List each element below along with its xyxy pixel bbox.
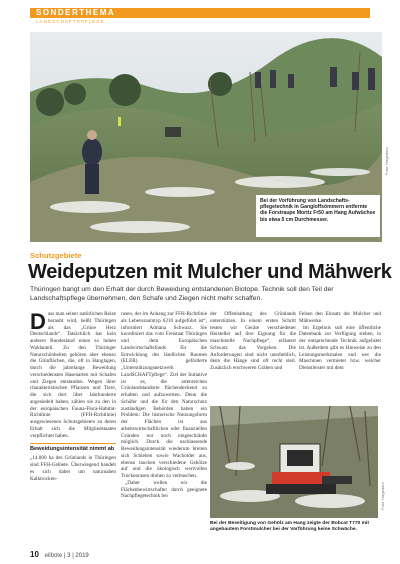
article-paragraph: Im Ergebnis soll eine öffentliche Datenbank zur Verfügung stehen, in der entsprechende Technik aufgelistet ist. Außerdem gibt es Hinweise zu den Leistungsmerkmalen und wer die Maschinen vermietet bzw. welcher Dienstleister mit dem	[299, 324, 381, 371]
article-kicker: Schutzgebiete	[30, 251, 82, 260]
article-paragraph: „Daher wollen wir die Flächenbewirtschafter durch geeignete Nachpflegetechnik bei	[121, 479, 207, 500]
issue-number: 3	[67, 553, 71, 559]
bottom-photo-credit: Foto: Hagedorn	[380, 482, 385, 510]
article-paragraph: Dass man seiner natürlichen Reize beraubt wird, heißt Thüringen als das „Grüne Herz Deutschlands“. Tatsächlich hat kein anderes Bundesland einen so hohen Waldanteil. Zu den Thüringer Naturschönheiten gehören aber ebenso die Grünflächen, die, oft in Hanglagen, durch die jahrelange Beweidung verschiedensten Hasenarten mit Schafen und Ziegen entstanden. Wegen ihrer charakteristischen Pflanzen und Tiere, die sich dort über Jahrhunderte angesiedelt haben, zählen sie zu den in der europäischen Fauna-Flora-Habitat-Richtlinie (FFH-Richtlinie) ausgewiesenen Schutzgebieten zu deren Erhalt sich die Mitgliedstaaten verpflichtet haben.	[30, 309, 116, 439]
article-paragraph: der Offenhaltung des Grünlands unterstützen. In einem ersten Schritt testen wir Geräte verschiedener Hersteller auf ihre Eignung für die maschinelle Nachpflege“, erläutert Schwarz das Vorgehen. Die Anforderungen sind nicht unerheblich, denn die Hänge sind oft recht steil. Zusätzlich erschweren Gräben und	[210, 311, 296, 371]
section-title: SONDERTHEMA	[36, 8, 116, 17]
article-headline: Weideputzen mit Mulcher und Mähwerk	[28, 261, 392, 283]
bobcat-mulcher-image	[210, 406, 378, 518]
article-column-1	[30, 311, 116, 482]
page-number: 10	[30, 550, 39, 559]
article-deck: Thüringen bangt um den Erhalt der durch Beweidung entstandenen Biotope. Technik soll den Teil der Landschaftspflege übernehmen, den Schafe und Ziegen nicht mehr schaffen.	[30, 286, 334, 302]
article-subhead: Beweidungsintensität nimmt ab	[30, 443, 116, 453]
article-paragraph: rasen, der im Anhang zur FFH-Richtlinie als Lebensraumtyp 6210 aufgeführt ist“, informiert Adriana Schwarz. Sie koordiniert das vom Freistaat Thüringen und dem Europäischen Landwirtschaftsfonds für die Entwicklung des ländlichen Raumes (ELER) geförderte „Unterstützungsnetzwerk LandSCHAFTpflege“. Ziel der Initiative ist es, die artenreichen Grünlandstandorte flächendeckend zu erhalten und aufzuwerten. Denn die Schäfer und die für den Naturschutz zuständigen Behörden haben ein Problem: Die historische Nutzungsform der Flächen ist aus arbeitswirtschaftlichen oder finanziellen Gründen nur noch eingeschränkt möglich. Durch die nachlassende Beweidungsintensität wiederum breiten sich Schlehen sowie Wacholder aus, ebenso tauchen verschiedene Gehölze auf und die ökologisch wertvollen Trockenrasen drohen zu verbuschen.	[121, 311, 207, 479]
magazine-name: eilbote	[44, 553, 63, 559]
article-paragraph: Felsen den Einsatz der Mulcher und Mähwerke.	[299, 311, 381, 324]
bottom-photo	[210, 406, 378, 518]
article-column-2	[121, 311, 207, 500]
article-column-3	[210, 311, 296, 372]
bottom-photo-caption: Bei der Beseitigung von Gehölz am Hang zeigte der Bobcat T770 mit angebautem Forstmulcher bei der Vorführung keine Schwäche.	[210, 521, 369, 532]
top-photo-credit: Foto: Hagedorn	[384, 147, 389, 175]
section-subtitle: LANDSCHAFTSPFLEGE	[36, 19, 105, 24]
article-paragraph: „14.000 ha des Grünlands in Thüringen sind FFH-Gebiete. Überwiegend handelt es sich dabei um naturnahen Kalktrocken-	[30, 455, 116, 482]
drop-cap: D	[30, 309, 46, 334]
page-footer: 10 eilbote | 3 | 2019	[30, 550, 89, 559]
issue-year: 2019	[75, 553, 89, 559]
article-column-4	[299, 311, 381, 372]
top-photo-caption: Bei der Vorführung von Landschafts-pflegetechnik in Gangloffsömmern entfernte die Forstraupe Moritz Fr50 am Hang Aufwüchse bis etwa 5 cm Durchmesser.	[256, 195, 380, 237]
